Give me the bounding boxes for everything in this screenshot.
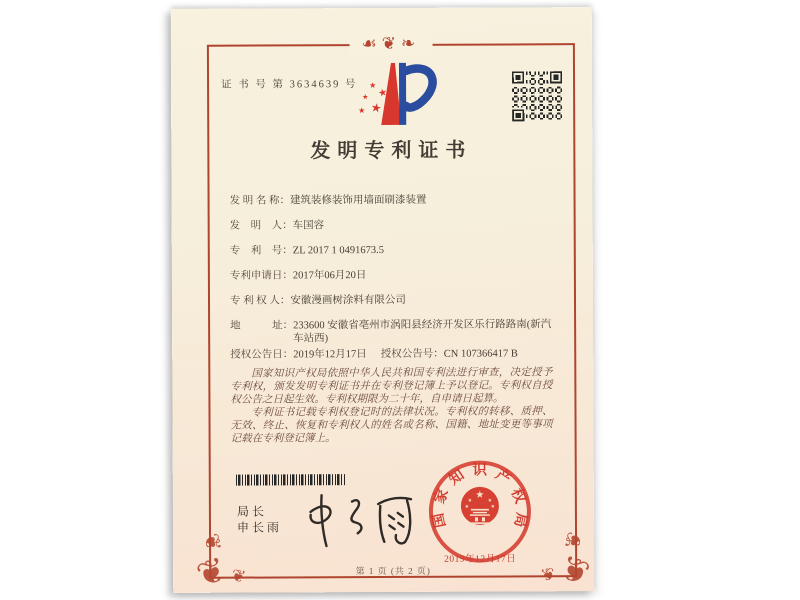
seal-char: 国: [430, 511, 450, 530]
grant-row: [230, 347, 554, 362]
flourish-glyph: ❦: [555, 549, 594, 594]
flourish-glyph: ❦: [198, 531, 226, 553]
logo-star-icon: ★: [377, 87, 389, 100]
barcode: [236, 474, 346, 485]
logo-star-icon: ★: [362, 93, 369, 102]
decorative-red-frame: [192, 33, 594, 596]
svg-text:★: ★: [490, 504, 496, 510]
certificate-paper: [171, 7, 595, 596]
logo-star-icon: ★: [358, 106, 366, 116]
flourish-glyph: ❦: [229, 565, 248, 587]
field-address: [230, 318, 554, 345]
seal-char: 识: [472, 462, 488, 479]
signature-handwriting: [301, 486, 419, 551]
grant-date-label: 授权公告日：: [230, 349, 294, 361]
signer-name: 申长雨: [236, 520, 283, 535]
signer-title: 局长: [236, 504, 267, 519]
seal-char: 知: [446, 466, 468, 489]
flourish-corner-left-icon: [192, 502, 271, 596]
field-label: 发 明 名 称：: [229, 195, 290, 207]
legal-text-block: [230, 367, 552, 447]
field-invention-name: [230, 193, 554, 208]
field-label: 发 明 人：: [229, 220, 293, 232]
field-label: 专 利 权 人：: [229, 295, 291, 307]
grant-number-label: 授权公告号：: [380, 348, 444, 361]
field-label: 专利申请日：: [229, 270, 293, 282]
field-patentee: [230, 293, 554, 308]
legal-paragraph: 专利证书记载专利权登记时的法律状况。专利权的转移、质押、无效、终止、恢复和专利权人的姓名或名称、国籍、地址变更等事项记载在专利登记簿上。: [230, 406, 553, 445]
logo-star-icon: ★: [369, 100, 383, 116]
field-label: 专 利 号：: [229, 245, 293, 257]
field-value: 车国容: [292, 220, 325, 232]
seal-char: 产: [492, 466, 514, 489]
national-emblem-icon: [457, 482, 503, 537]
cnipa-patent-logo-icon: [355, 62, 439, 128]
logo-star-icon: ★: [369, 81, 377, 91]
svg-text:★: ★: [464, 504, 470, 510]
certificate-number: 证 书 号 第 3634639 号: [221, 79, 358, 91]
qr-code: [512, 71, 562, 121]
field-value: 233600 安徽省亳州市涡阳县经济开发区乐行路路南(新汽车站西): [293, 319, 552, 345]
field-value: 2017年06月20日: [292, 270, 367, 282]
seal-date: 2019年12月17日: [444, 554, 517, 565]
fields-block: [230, 193, 555, 362]
legal-paragraph: 国家知识产权局依照中华人民共和国专利法进行审查，决定授予专利权，颁发发明专利证书并在专利登记簿上予以登记。专利权自授权公告之日起生效。专利权期限为二十年，自申请日起算。: [230, 367, 553, 406]
page-footer: 第 1 页 (共 2 页): [355, 565, 431, 577]
flourish-top-ornament-icon: ☙❦❧: [349, 32, 432, 56]
field-value: ZL 2017 1 0491673.5: [292, 244, 385, 257]
field-patent-number: [230, 243, 554, 258]
flourish-glyph: ❦: [560, 529, 588, 552]
seal-char: 局: [510, 511, 530, 529]
flourish-glyph: ❦: [538, 563, 557, 586]
field-value: 安徽漫画树涂料有限公司: [290, 294, 406, 307]
field-label: 地 址：: [230, 320, 294, 332]
seal-char: 权: [507, 486, 529, 506]
svg-text:★: ★: [487, 498, 493, 504]
official-seal: [426, 457, 534, 565]
flourish-glyph: ❦: [192, 551, 231, 596]
grant-number-value: CN 107366417 B: [443, 348, 518, 360]
certificate-title: 发明专利证书: [310, 139, 473, 163]
svg-text:★: ★: [475, 489, 485, 501]
field-application-date: [230, 268, 554, 283]
field-inventor: [230, 218, 554, 233]
svg-text:★: ★: [467, 498, 473, 504]
seal-char: 家: [431, 486, 452, 507]
grant-date-value: 2019年12月17日: [293, 349, 367, 361]
field-value: 建筑装修装饰用墙面刷漆装置: [289, 194, 427, 207]
logo-blue-loop: [406, 68, 433, 107]
